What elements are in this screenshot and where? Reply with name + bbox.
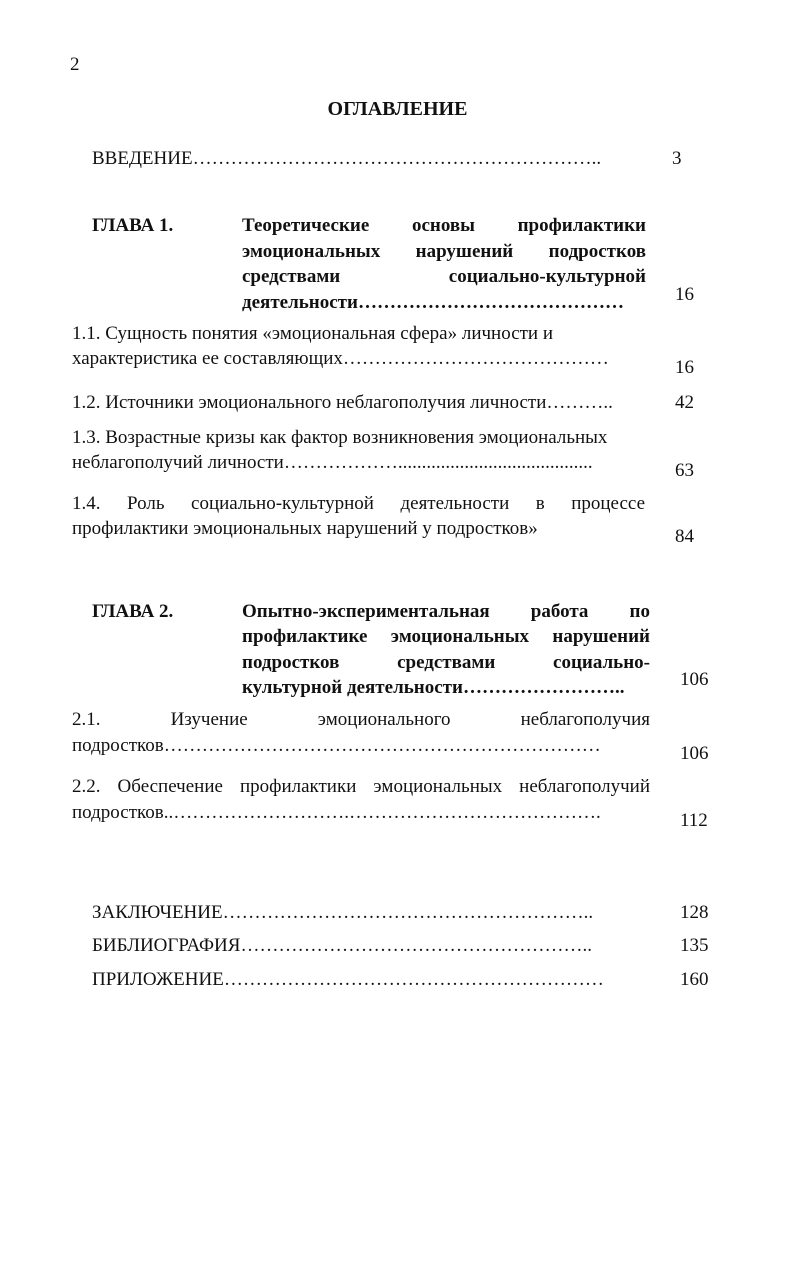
section-title-line: профилактики эмоциональных нарушений у подростков» [72,518,538,539]
toc-page-number: 16 [675,284,694,305]
chapter-title-line: эмоциональных нарушений подростков [242,241,646,262]
page-number: 2 [70,54,80,75]
toc-page-number: 106 [680,743,709,764]
toc-page-number: 42 [675,392,694,413]
dot-leader: …………………………………………………… [223,969,604,990]
chapter-title-line: подростков средствами социально- [242,652,650,673]
dot-leader: ………………………………………………….. [222,902,594,923]
section-title-line: 1.2. Источники эмоционального неблагополучия личности……….. [72,392,613,413]
toc-page-number: 84 [675,526,694,547]
chapter-label: ГЛАВА 2. [92,601,174,622]
page-title: ОГЛАВЛЕНИЕ [327,98,468,120]
chapter-title-line: средствами социально-культурной [242,266,646,287]
chapter-title-line: Теоретические основы профилактики [242,215,646,236]
toc-page-number: 106 [680,669,709,690]
dot-leader: ……………………………………………………….. [192,148,602,169]
chapter-title-line: культурной деятельности…………………….. [242,677,625,698]
toc-page-number: 128 [680,902,709,923]
toc-page-number: 135 [680,935,709,956]
toc-entry-conclusion[interactable] [92,902,637,924]
section-title-line: 1.3. Возрастные кризы как фактор возникновения эмоциональных [72,427,608,448]
section-title-line: 1.1. Сущность понятия «эмоциональная сфера» личности и [72,323,554,344]
toc-entry-label: ПРИЛОЖЕНИЕ [92,969,224,990]
toc-entry-label: ЗАКЛЮЧЕНИЕ [92,902,223,923]
toc-entry-label: БИБЛИОГРАФИЯ [92,935,241,956]
chapter-title-line: профилактике эмоциональных нарушений [242,626,650,647]
section-title-line: 2.2. Обеспечение профилактики эмоциональных неблагополучий [72,776,650,797]
section-title-line: подростков…………………………………………………………… [72,735,601,756]
toc-page-number: 16 [675,357,694,378]
chapter-label: ГЛАВА 1. [92,215,174,236]
toc-page-number: 112 [680,810,708,831]
toc-entry-bibliography[interactable] [92,935,637,957]
toc-entry-intro[interactable] [92,148,637,170]
toc-entry-appendix[interactable] [92,969,637,991]
toc-page-number: 63 [675,460,694,481]
chapter-title-line: деятельности…………………………………… [242,292,624,313]
section-title-line: характеристика ее составляющих…………………………………… [72,348,609,369]
section-title-line: подростков..……………………….…………………………………. [72,802,601,823]
toc-page-number: 160 [680,969,709,990]
section-title-line: неблагополучий личности………………......................................... [72,452,593,473]
section-title-line: 1.4. Роль социально-культурной деятельности в процессе [72,493,645,514]
chapter-title-line: Опытно-экспериментальная работа по [242,601,650,622]
toc-entry-label: ВВЕДЕНИЕ [92,148,193,169]
section-title-line: 2.1. Изучение эмоционального неблагополучия [72,709,650,730]
toc-page-number: 3 [672,148,682,169]
dot-leader: ……………………………………………….. [240,935,592,956]
